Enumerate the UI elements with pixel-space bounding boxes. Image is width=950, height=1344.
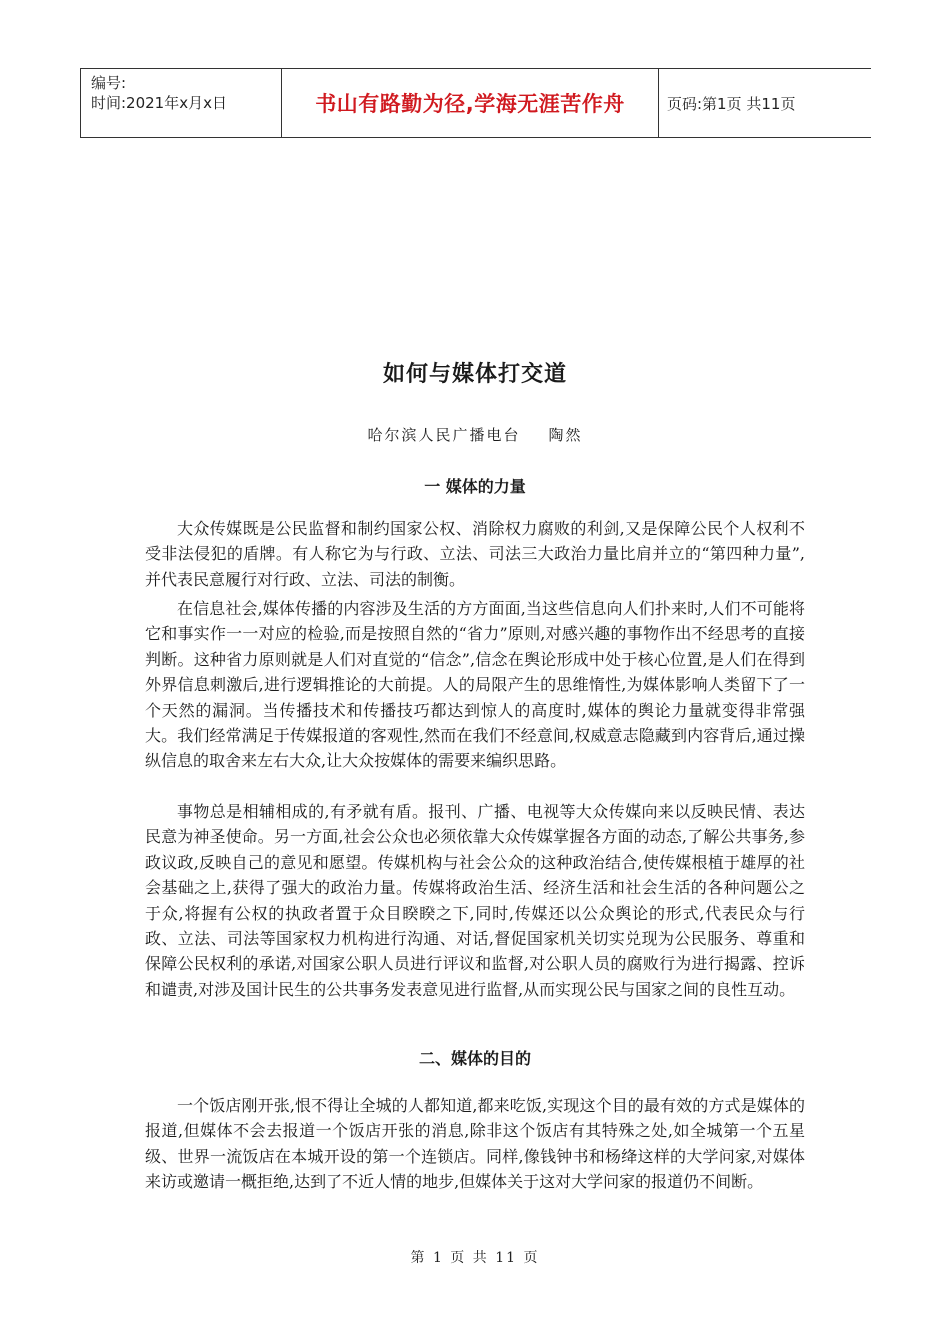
header-motto-cell (282, 69, 659, 137)
header-meta-cell (81, 69, 282, 137)
document-header-table (80, 68, 871, 138)
time-label: 时间:2021年x月x日 (91, 94, 227, 112)
author-line (0, 424, 950, 445)
author-name: 陶然 (548, 426, 583, 444)
paragraph: 一个饭店刚开张,恨不得让全城的人都知道,都来吃饭,实现这个目的最有效的方式是媒体的报道,但媒体不会去报道一个饭店开张的消息,除非这个饭店有其特殊之处,如全城第一个五星级、世界一流饭店在本城开设的第一个连锁店。同样,像钱钟书和杨绛这样的大学问家,对媒体来访或邀请一概拒绝,达到了不近人情的地步,但媒体关于这对大学问家的报道仍不间断。 (145, 1096, 805, 1192)
page-label: 页码:第1页 共11页 (667, 94, 796, 113)
motto-text: 书山有路勤为径,学海无涯苦作舟 (315, 92, 625, 116)
paragraph: 事物总是相辅相成的,有矛就有盾。报刊、广播、电视等大众传媒向来以反映民情、表达民意为神圣使命。另一方面,社会公众也必须依靠大众传媒掌握各方面的动态,了解公共事务,参政议政,反映自己的意见和愿望。传媒机构与社会公众的这种政治结合,使传媒根植于雄厚的社会基础之上,获得了强大的政治力量。传媒将政治生活、经济生活和社会生活的各种问题公之于众,将握有公权的执政者置于众目睽睽之下,同时,传媒还以公众舆论的形式,代表民众与行政、立法、司法等国家权力机构进行沟通、对话,督促国家机关切实兑现为公民服务、尊重和保障公民权利的承诺,对国家公职人员进行评议和监督,对公职人员的腐败行为进行揭露、控诉和谴责,对涉及国计民生的公共事务发表意见进行监督,从而实现公民与国家之间的良性互动。 (145, 802, 805, 999)
header-page-cell (659, 69, 871, 137)
number-label: 编号: (91, 74, 127, 92)
section-heading-2: 二、媒体的目的 (418, 1049, 531, 1068)
document-title: 如何与媒体打交道 (382, 362, 567, 387)
author-org: 哈尔滨人民广播电台 (367, 426, 521, 444)
section-heading-1: 一 媒体的力量 (424, 477, 526, 496)
paragraph: 在信息社会,媒体传播的内容涉及生活的方方面面,当这些信息向人们扑来时,人们不可能将它和事实作一一对应的检验,而是按照自然的“省力”原则,对感兴趣的事物作出不经思考的直接判断。这种省力原则就是人们对直觉的“信念”,信念在舆论形成中处于核心位置,是人们在得到外界信息刺激后,进行逻辑推论的大前提。人的局限产生的思维惰性,为媒体影响人类留下了一个天然的漏洞。当传播技术和传播技巧都达到惊人的高度时,媒体的舆论力量就变得非常强大。我们经常满足于传媒报道的客观性,然而在我们不经意间,权威意志隐藏到内容背后,通过操纵信息的取舍来左右大众,让大众按媒体的需要来编织思路。 (145, 599, 805, 771)
page-footer: 第 1 页 共 11 页 (410, 1250, 540, 1266)
paragraph: 大众传媒既是公民监督和制约国家公权、消除权力腐败的利剑,又是保障公民个人权利不受非法侵犯的盾牌。有人称它为与行政、立法、司法三大政治力量比肩并立的“第四种力量”,并代表民意履行对行政、立法、司法的制衡。 (145, 519, 805, 589)
